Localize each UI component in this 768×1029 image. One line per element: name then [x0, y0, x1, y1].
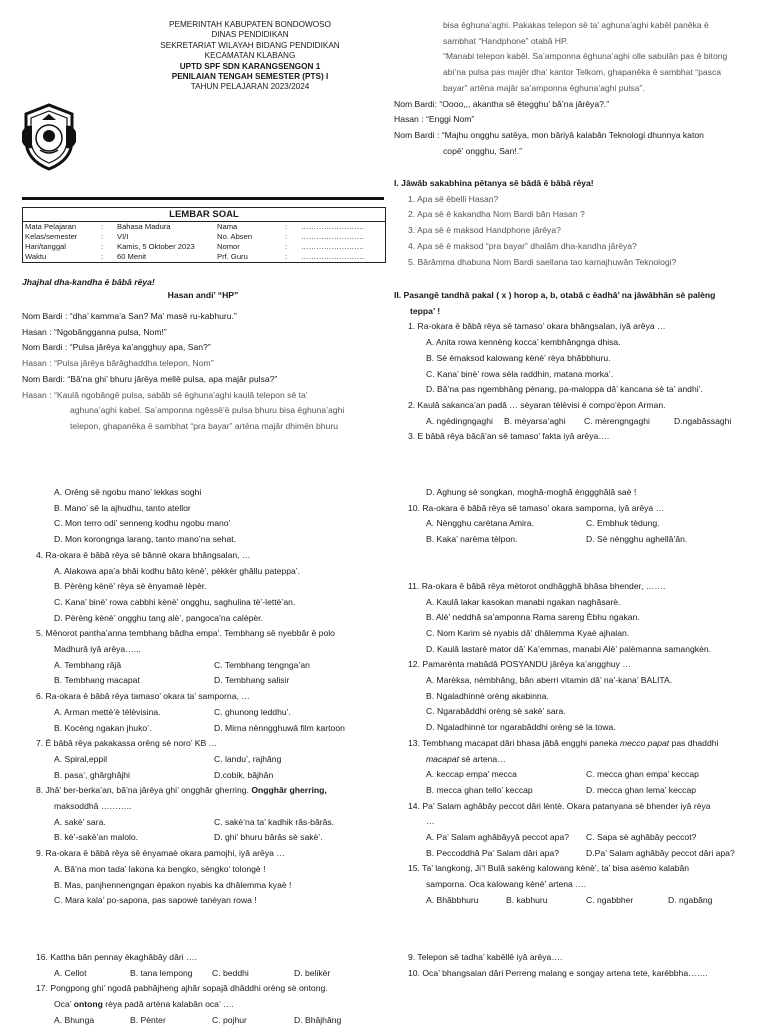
mc-option[interactable]: B. mèyarsa’aghi — [504, 415, 566, 426]
header-line-3: SEKRETARIAT WILAYAH BIDANG PENDIDIKAN — [160, 40, 340, 50]
mc-option[interactable]: B. pasa’, ghârghâjhi — [54, 769, 130, 780]
mc-option[interactable]: C. Tembhang tengnga’an — [214, 659, 310, 670]
mc-option[interactable]: C. ngabbher — [586, 894, 634, 905]
field-label: Hari/tanggal — [25, 242, 66, 251]
mc-option[interactable]: A. Spiral,eppil — [54, 753, 108, 764]
mc-option[interactable]: C. Kana’ binè’ rowa sèla raddhin, matana morka’. — [426, 368, 614, 379]
mc-option[interactable]: A. Kaulâ lakar kasokan manabi ngakan naghâsarè. — [426, 596, 621, 607]
identity-row — [23, 252, 385, 262]
mc-option[interactable]: C. mèrengngaghi — [584, 415, 650, 426]
dialog-line: Hasan : “Pulsa jârēya bârâghaddha telepon, Nom” — [22, 358, 214, 369]
fill-blank[interactable]: ……………………. — [301, 232, 364, 241]
section-2-title-cont: teppa’ ! — [410, 305, 441, 316]
mc-option[interactable]: A. Marèksa, nèmbhâng, bân aberri vitamin dâ’ na’-kana’ BALITA. — [426, 675, 673, 686]
mc-option[interactable]: D. Tembhang salisir — [214, 675, 290, 686]
mc-option[interactable]: B. Pènter — [130, 1014, 166, 1025]
dialog-section — [22, 276, 384, 435]
identity-row — [23, 222, 385, 232]
header-line-2: DINAS PENDIDIKAN — [211, 30, 289, 40]
mc-option[interactable]: D. belikèr — [294, 967, 331, 978]
questions-left-column — [22, 485, 384, 909]
mc-option[interactable]: B. tana lempong — [130, 967, 193, 978]
fill-blank[interactable]: ……………………. — [301, 242, 364, 251]
field-label: Waktu — [25, 252, 47, 261]
regency-emblem-logo — [20, 102, 78, 172]
mc-question: 10. Ra-okara ē bâbâ rēya sē tamaso’ okara samporna, iyâ arēya … — [408, 502, 665, 513]
question-term: ontong — [73, 999, 103, 1010]
question-text: 13. Tembhang macapat dâri bhasa jâbâ engghi paneka — [408, 737, 618, 748]
mc-question: 6. Ra-okara ē bâbâ rēya tamaso’ okara ta’ samporna, … — [36, 691, 250, 702]
identity-table — [23, 222, 385, 262]
mc-option[interactable]: D. mecca ghan lema’ keccap — [586, 784, 697, 795]
mc-question — [22, 783, 384, 799]
dialog-line: Nom Bardi: “Oooo,,, akantha sē ētegghu’ bâ’na jârēya?.” — [394, 98, 610, 109]
mc-option[interactable]: A. sakè’ sara. — [54, 816, 106, 827]
mc-option[interactable]: D. Mirna nènngghuwâ film kartoon — [214, 722, 345, 733]
mc-question: 9. Ra-okara ē bâbâ rēya sē ènyamaè okara pamojhi, iyâ arēya … — [36, 848, 285, 859]
section-2-title: II. Pasangē tandhâ pakal ( x ) horop a, b, otabâ c ēadhâ’ na jâwâbhân sè palèng — [394, 290, 716, 300]
mc-option[interactable]: C. Embhuk tèdung. — [586, 518, 660, 529]
mc-option[interactable]: D. Aghung sè songkan, moghâ-moghâ ènggghâlâ saè ! — [426, 487, 637, 497]
dialog-line: Nom Bardi : “Majhu ongghu satēya, mon bâriyâ kalabân Teknologi dhunnya katon — [394, 129, 704, 140]
mc-option[interactable]: C. Mara kala’ po-sapona, pas sapowè tanèyan rowa ! — [54, 895, 257, 906]
question-term: macapat — [426, 753, 459, 764]
mc-option[interactable]: D.ngabâssaghi — [674, 415, 732, 426]
mc-option[interactable]: C. sakè’na ta’ kadhik râs-bârâs. — [214, 816, 335, 827]
identity-box — [22, 207, 386, 263]
field-value: Kamis, 5 Oktober 2023 — [117, 242, 195, 251]
mc-question — [394, 736, 756, 752]
mc-option[interactable]: A. Orēng sē ngobu mano’ lekkas soghi — [54, 487, 202, 497]
mc-question-cont: Madhurâ iyâ arēya…... — [54, 644, 141, 655]
field-label: Kelas/semester — [25, 232, 78, 241]
colon: : — [285, 252, 288, 261]
dialog-line: abi’na pulsa pas majēr dha’ kantor Telkom, ghapanēka ē sambhat “pasca — [443, 67, 722, 78]
mc-option[interactable]: B. Kaka’ narèma tèlpon. — [426, 534, 518, 545]
question-text: sē artena… — [461, 753, 506, 764]
mc-option[interactable]: D.cobik, bâjhân — [214, 769, 274, 780]
field-label: Nomor — [217, 242, 240, 251]
mc-question: 7. Ē bâbâ rēya pakakassa orēng sè noro’ KB … — [36, 738, 218, 749]
lembar-soal-title: LEMBAR SOAL — [23, 208, 385, 222]
mc-question: 2. Kaulâ sakanca’an padâ … sèyaran tèlèvisi è compo’èpon Arman. — [408, 399, 666, 410]
mc-question-cont — [22, 997, 384, 1013]
header-divider — [22, 197, 384, 200]
mc-question-cont — [394, 752, 756, 768]
question-text: rèya padâ artèna kalabân oca’ …. — [105, 999, 234, 1010]
mc-option[interactable]: A. Arman mettè’è tèlèvisina. — [54, 706, 161, 717]
essay-question: 5. Bârâmma dhabuna Nom Bardi saellana tao kamajhuwân Teknologi? — [408, 256, 677, 267]
header-line-7: TAHUN PELAJARAN 2023/2024 — [190, 82, 310, 92]
questions-right-column — [394, 485, 756, 909]
field-label: Mata Pelajaran — [25, 222, 77, 231]
mc-option[interactable]: A. Tembhang râjâ — [54, 659, 122, 670]
mc-option[interactable]: A. keccap empa’ mecca — [426, 769, 517, 780]
mc-option[interactable]: B. kabhuru — [506, 894, 548, 905]
mc-question: 12. Pamarènta mabâdâ POSYANDU jârēya ka’angghuy … — [408, 659, 631, 670]
colon: : — [101, 242, 104, 251]
mc-option[interactable]: D. ngabâng — [668, 894, 713, 905]
mc-option[interactable]: D. Pèrèng kènè’ ongghu tang alè’, pangoca’na calèpèr. — [54, 612, 263, 623]
dialog-title: Hasan andi’ “HP” — [167, 290, 239, 300]
section-1 — [394, 176, 756, 270]
field-value: 60 Menit — [117, 252, 147, 261]
mc-option[interactable]: D. Bâ’na pas ngembhâng pènang, pa-maloppa dâ’ kancana sè ta’ andhi’. — [426, 384, 703, 395]
mc-question: 11. Ra-okara ē bâbâ rēya mètorot ondhâgghâ bhâsa bhender, ……. — [408, 580, 666, 591]
dialog-line: Nom Bardi : “dha’ kamma’a San? Ma’ masē ru-kabhuru.” — [22, 311, 237, 321]
colon: : — [285, 232, 288, 241]
mc-option[interactable]: B. Kocèng ngakan jhuko’. — [54, 722, 152, 733]
dialog-continued — [394, 18, 756, 159]
dialog-line: bisa ēghuna’aghi. Pakakas telepon sē ta’ aghuna’aghi kabēl panēka ē — [443, 20, 709, 30]
colon: : — [101, 222, 104, 231]
mc-option[interactable]: B. Mano’ sē la ajhudhu, tanto atellor — [54, 502, 191, 513]
dialog-line: telepon, ghapanēka ē sambhat “pra bayar” artēna majâr dhimēn bhuru — [70, 420, 339, 431]
dialog-line: Hasan : “Enggi Nom” — [394, 114, 475, 125]
mc-question: 15. Ta’ langkong, Ji’! Bulâ sakèng kalowang kènè’, ta’ bisa asèmo kalabân — [408, 863, 690, 874]
field-value: Bahasa Madura — [117, 222, 171, 231]
mc-question-cont: … — [426, 816, 435, 827]
question-text: pas dhaddhi — [671, 737, 719, 748]
mc-option[interactable]: A. Cellot — [54, 967, 87, 978]
dialog-line: Hasan : “Ngobângganna pulsa, Nom!” — [22, 326, 167, 337]
mc-option[interactable]: A. Nèngghu carètana Amira. — [426, 518, 534, 529]
colon: : — [101, 232, 104, 241]
essay-question: 3. Apa sē ē maksod Handphone jârēya? — [408, 225, 561, 236]
dialog-line: Hasan : “Kaulâ ngobângē pulsa, sabâb sē ēghuna’aghi kaulâ telepon sē ta’ — [22, 389, 308, 400]
mc-option[interactable]: C. Mon terro odi’ senneng kodhu ngobu mano’ — [54, 518, 231, 529]
essay-question: 4. Apa sē ē maksod “pra bayar” dhalâm dha-kandha jârēya? — [408, 240, 637, 251]
mc-option[interactable]: A. Pa’ Salam aghâbâyyâ peccot apa? — [426, 832, 570, 843]
mc-option[interactable]: B. mecca ghan tello’ keccap — [426, 784, 533, 795]
dialog-line: sambhat “Handphone” otabâ HP. — [443, 35, 569, 46]
mc-question: 3. E bâbâ rēya bâcâ’an sē tamaso’ fakta iyâ arēya…. — [408, 431, 610, 442]
header-line-4: KECAMATAN KLABANG — [204, 51, 296, 61]
questions-bottom-right — [394, 950, 756, 981]
mc-question: 4. Ra-okara ē bâbâ rēya sē bânnē okara bhângsalan, … — [36, 549, 251, 560]
mc-option[interactable]: B. Mas, panjhennengngan èpakon nyabis ka dhâlemma kyaè ! — [54, 879, 292, 890]
question-text: Oca’ — [54, 999, 72, 1010]
mc-question: 14. Pa’ Salam aghâbây peccot dâri lèntè. Okara patanyana sè bhender iyâ rèya — [408, 800, 711, 811]
essay-question: 9. Telepon sē tadha’ kabēllē iyâ arēya…. — [408, 952, 563, 962]
mc-option[interactable]: C. ghunong leddhu’. — [214, 706, 291, 717]
mc-option[interactable]: C. Kana’ binè’ rowa cabbhi kènè’ ongghu, saghulina tè’-lettè’an. — [54, 596, 296, 607]
mc-option[interactable]: A. Bhunga — [54, 1014, 95, 1025]
mc-option[interactable]: D. Mon korongnga larang, tanto mano’na sehat. — [54, 534, 237, 545]
essay-question: 2. Apa sē ē kakandha Nom Bardi bân Hasan ? — [408, 209, 585, 220]
identity-row — [23, 232, 385, 242]
field-label: Nama — [217, 222, 238, 231]
dialog-line: bayar” artēna majâr sa’amponna ēghuna’aghi pulsa”. — [443, 82, 645, 93]
mc-option[interactable]: C. Ngarabâddhi orèng sè sakè’ sara. — [426, 706, 566, 717]
question-term: Ongghâr gherring, — [251, 785, 327, 796]
mc-option[interactable]: C. Nom Karim sè nyabis dâ’ dhâlemma Kyaè ajhalan. — [426, 627, 630, 638]
mc-option[interactable]: B. Sè èmaksod kalowang kènè’ rèya bhâbbhuru. — [426, 352, 611, 363]
school-header — [110, 20, 390, 93]
field-value: VI/I — [117, 232, 129, 241]
mc-option[interactable]: C. Sapa sè aghâbây peccot? — [586, 832, 697, 843]
essay-question: 10. Oca’ bhangsalan dâri Perreng malang e songay artena tete, karēbbha……. — [408, 967, 708, 978]
mc-option[interactable]: C. landu’, rajhâng — [214, 753, 282, 764]
field-label: Prf. Guru — [217, 252, 248, 261]
mc-option[interactable]: B. kè’-sakè’an malolo. — [54, 832, 139, 843]
mc-question: 1. Ra-okara ē bâbâ rēya sē tamaso’ okara bhângsalan, iyâ arēya … — [408, 321, 666, 332]
mc-option[interactable]: A. ngèdingngaghi — [426, 415, 493, 426]
header-line-1: PEMERINTAH KABUPATEN BONDOWOSO — [169, 20, 331, 29]
mc-question-cont: samporna. Oca kalowang kènè’ artena …. — [426, 879, 587, 890]
mc-option[interactable]: D. Bhâjhâng — [294, 1014, 342, 1025]
mc-option[interactable]: A. Bâ’na mon tada’ lakona ka bengko, sèngko’ tolongè ! — [54, 863, 266, 874]
section-2 — [394, 288, 756, 445]
mc-option[interactable]: D. Kaulâ lastarè mator dâ’ Ka’emmas, manabi Alè’ palèmanna samangkèn. — [426, 643, 712, 654]
dialog-line: aghuna’aghi kabel. Sa’amponna ngēssē’ē pulsa bhuru bisa ēghuna’aghi — [70, 405, 345, 416]
colon: : — [285, 222, 288, 231]
mc-option[interactable]: D.Pa’ Salam aghâbây peccot dâri apa? — [586, 847, 735, 858]
essay-question: 1. Apa sē ēbelli Hasan? — [408, 193, 499, 204]
mc-question: 5. Mēnorot pantha’anna tembhang bâdha empa’. Tembhang sē nyebbâr ē polo — [36, 628, 335, 639]
mc-option[interactable]: D. ghi’ bhuru bârâs sè sakè’. — [214, 832, 323, 843]
mc-question: 17. Pongpong ghi’ ngodâ pabhâjheng ajhâr sopajâ dhâddhi orèng sè ontong. — [36, 983, 328, 994]
mc-option[interactable]: C. beddhi — [212, 967, 249, 978]
dialog-line: Nom Bardi: “Bâ’na ghi’ bhuru jârēya mellē pulsa, apa majâr pulsa?” — [22, 373, 278, 384]
mc-option[interactable]: C. pojhur — [212, 1014, 247, 1025]
mc-question: 16. Kattha bân pennay èkaghâbây dâri …. — [36, 952, 198, 962]
mc-option[interactable]: B. Ngaladhinnè orèng akabinna. — [426, 690, 549, 701]
dialog-line: “Manabi telepon kabēl. Sa’amponna ēghuna’aghi olle sabulân pas ē bitong — [443, 51, 728, 62]
colon: : — [285, 242, 288, 251]
colon: : — [101, 252, 104, 261]
dialog-instruction: Jhajhal dha-kandha ē bâbâ rēya! — [22, 277, 155, 287]
mc-option[interactable]: A. Bhâbbhuru — [426, 894, 479, 905]
mc-option[interactable]: C. mecca ghan empa’ keccap — [586, 769, 699, 780]
header-line-6: PENILAIAN TENGAH SEMESTER (PTS) I — [171, 72, 329, 82]
mc-question-cont: maksoddhâ ……….. — [54, 801, 132, 812]
dialog-line: Nom Bardi : “Pulsa jârēya ka’angghuy apa, San?” — [22, 342, 211, 353]
dialog-line: copē’ ongghu, San!.” — [443, 145, 522, 156]
mc-option[interactable]: B. Pèrèng kènè’ rèya sè ènyamaè lèpèr. — [54, 581, 207, 592]
mc-option[interactable]: D. Ngaladhinnè tor ngarabâddhi orèng sè la towa. — [426, 722, 616, 733]
mc-option[interactable]: B. Alè’ neddhâ sa’amponna Rama sareng Èbhu ngakan. — [426, 612, 640, 623]
mc-option[interactable]: B. Tembhang macapat — [54, 675, 140, 686]
question-text: 8. Jhâ’ ber-berka’an, bâ’na jârēya ghi’ ongghâr gherring. — [36, 785, 249, 796]
identity-row — [23, 242, 385, 252]
mc-option[interactable]: A. Anita rowa kennèng kocca’ kembhângnga dhisa. — [426, 337, 621, 348]
fill-blank[interactable]: ……………………. — [301, 252, 364, 261]
question-term: mecco papat — [619, 737, 670, 748]
mc-option[interactable]: D. Sè nèngghu aghellâ’ân. — [586, 534, 688, 545]
section-1-title: I. Jâwâb sakabhina pētanya sē bâdâ ē bâbâ rēya! — [394, 178, 594, 188]
fill-blank[interactable]: ……………………. — [301, 222, 364, 231]
field-label: No. Absen — [217, 232, 253, 241]
mc-option[interactable]: B. Peccoddhâ Pa’ Salam dâri apa? — [426, 847, 559, 858]
questions-bottom-left — [22, 950, 384, 1029]
mc-option[interactable]: A. Alakowa apa’a bhâi kodhu bâto kènè’, pèkkèr ghâllu pateppa’. — [54, 565, 301, 576]
header-line-5: UPTD SPF SDN KARANGSENGON 1 — [179, 61, 321, 71]
